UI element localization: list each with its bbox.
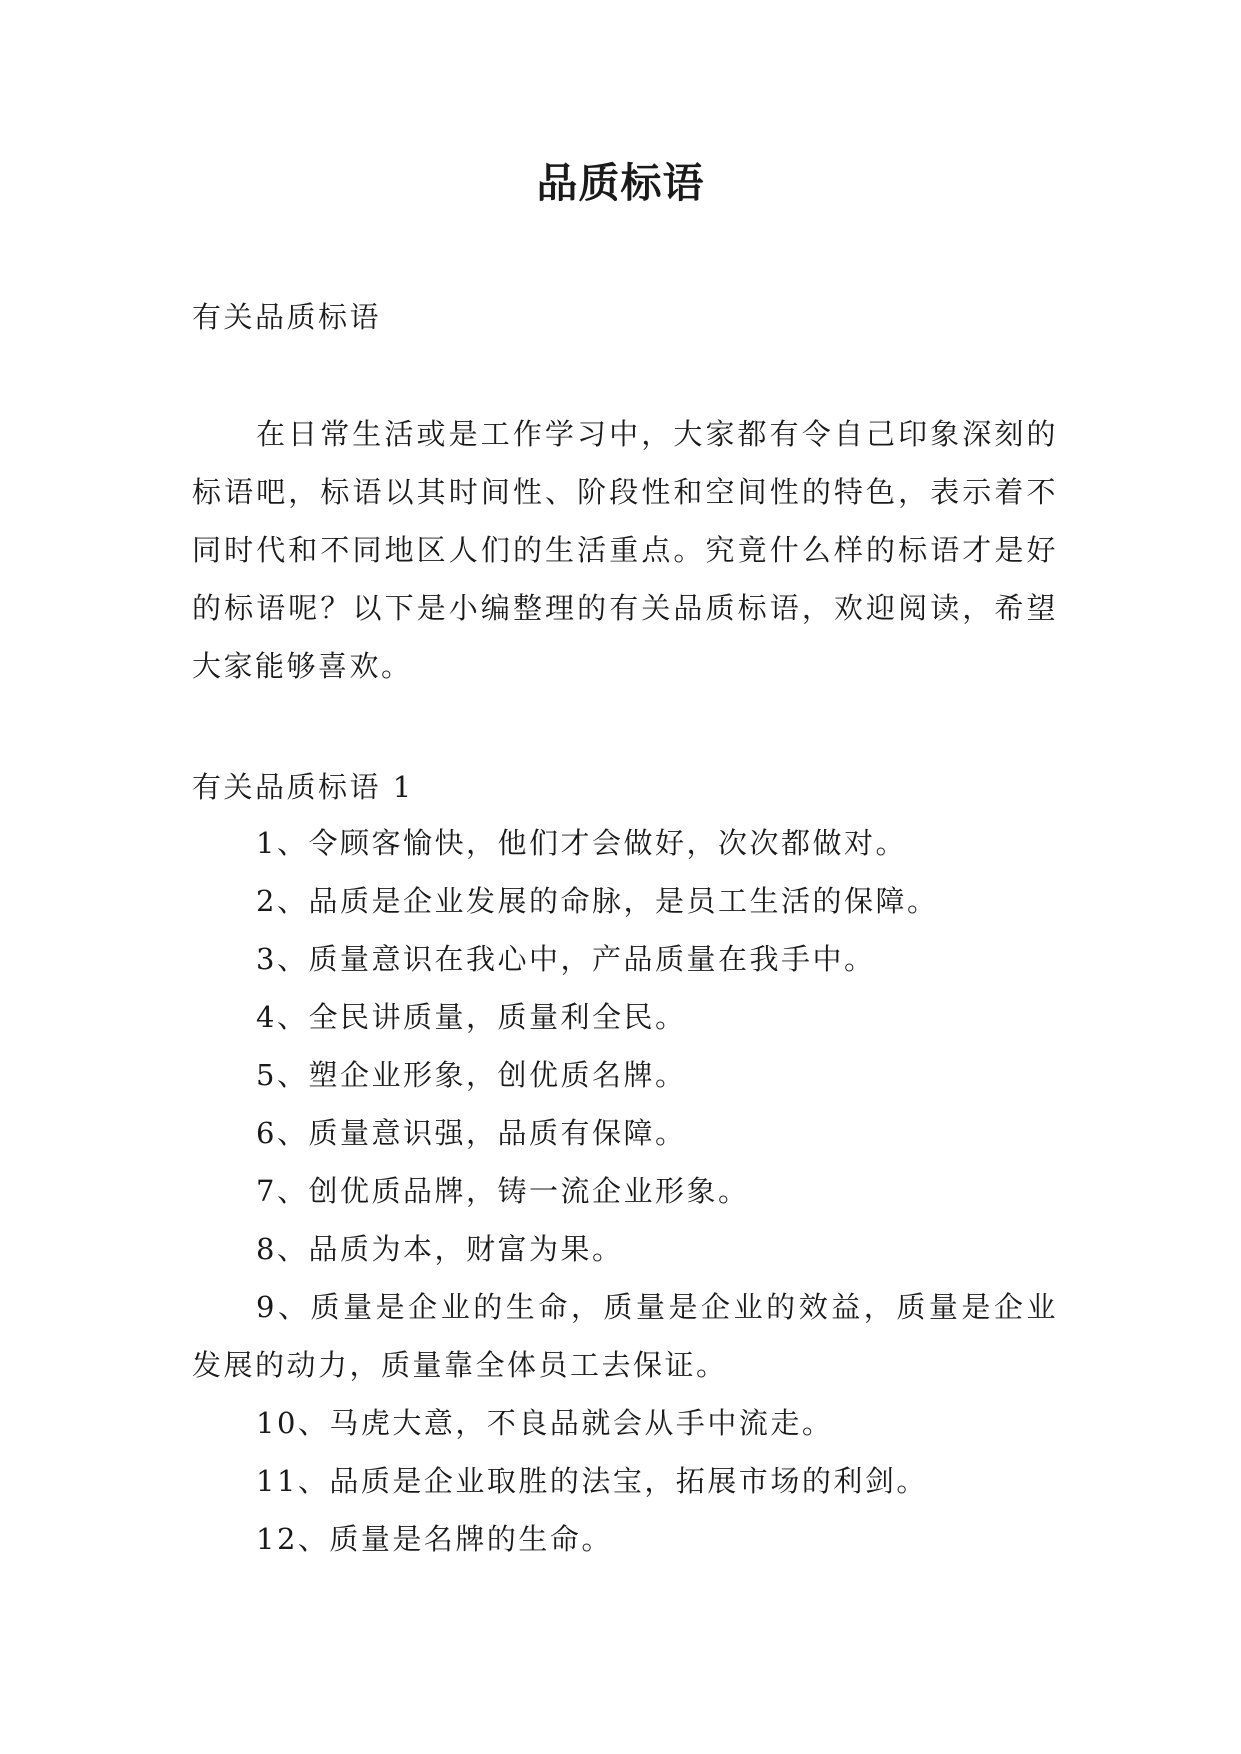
section-heading: 有关品质标语 1 [192, 770, 414, 804]
document-subtitle: 有关品质标语 [192, 300, 382, 334]
slogan-item: 4、全民讲质量，质量利全民。 [256, 1000, 687, 1034]
slogan-item: 1、令顾客愉快，他们才会做好，次次都做对。 [256, 826, 907, 860]
slogan-item: 3、质量意识在我心中，产品质量在我手中。 [256, 942, 876, 976]
slogan-item: 9、质量是企业的生命，质量是企业的效益，质量是企业发展的动力，质量靠全体员工去保证。 [192, 1290, 1058, 1382]
slogan-item: 12、质量是名牌的生命。 [256, 1522, 613, 1556]
slogan-item: 8、品质为本，财富为果。 [256, 1232, 624, 1266]
slogan-item: 6、质量意识强，品质有保障。 [256, 1116, 687, 1150]
slogan-item: 10、马虎大意，不良品就会从手中流走。 [256, 1406, 834, 1440]
slogan-item: 11、品质是企业取胜的法宝，拓展市场的利剑。 [256, 1464, 928, 1498]
slogan-list [192, 814, 1058, 1568]
slogan-item: 2、品质是企业发展的命脉，是员工生活的保障。 [256, 884, 939, 918]
page-title: 品质标语 [536, 159, 705, 207]
slogan-item: 5、塑企业形象，创优质名牌。 [256, 1058, 687, 1092]
slogan-item: 7、创优质品牌，铸一流企业形象。 [256, 1174, 750, 1208]
intro-paragraph: 在日常生活或是工作学习中，大家都有令自己印象深刻的标语吧，标语以其时间性、阶段性和空间性的特色，表示着不同时代和不同地区人们的生活重点。究竟什么样的标语才是好的标语呢？以下是小编整理的有关品质标语，欢迎阅读，希望大家能够喜欢。 [192, 417, 1058, 683]
